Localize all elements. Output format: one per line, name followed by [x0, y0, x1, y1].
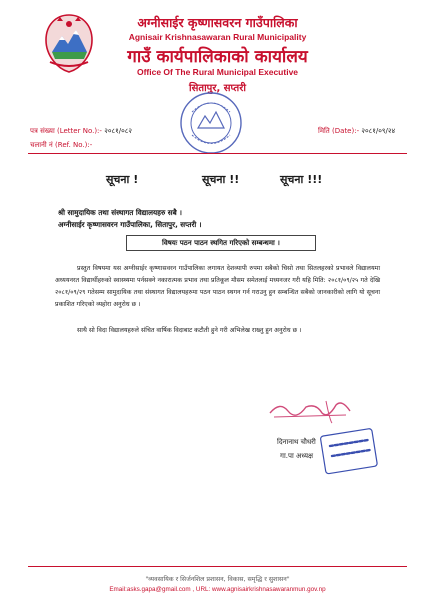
footer-divider — [28, 566, 407, 567]
office-address: सितापुर, सप्तरी — [189, 83, 246, 94]
signatory-title: गा.पा अध्यक्ष — [280, 452, 314, 460]
signatory-name: दिनानाथ चौधरी — [277, 438, 316, 446]
office-name-en: Office Of The Rural Municipal Executive — [136, 67, 299, 77]
office-name-np: गाउँ कार्यपालिकाको कार्यालय — [127, 47, 308, 67]
body-paragraph-1: प्रस्तुत विषयमा यस अग्नीसाईर कृष्णासवरन गाउँपालिका लगायत देशव्यापी रुपमा सबैको चिसो तथा सितलहरको प्रभावले विद्यालयमा अध्ययनरत विद्यार्थीहरुको स्वास्थ्यमा पर्नसक्ने नकारात्मक प्रभाव तथा प्रतिकूल मौसम समेतलाई मध्यनजर गरी यहि मिति: २०८१/०९/२५ गते देखि २०८१/०९/२९ गतेसम्म सामुदायिक तथा संस्थागत विद्यालयहरुमा पठन पाठन स्थगन गर्न गराउनु हुन सम्बन्धित सबैको जानकारीको लागि यो सूचना प्रकाशित गरिएको व्यहोरा अनुरोध छ । — [55, 265, 380, 308]
addressee-line-2: अग्नीसाईर कृष्णासवरन गाउँपालिका, सितापुर, सप्तरी । — [58, 220, 202, 229]
municipality-name-en: Agnisair Krishnasawaran Rural Municipality — [128, 32, 307, 42]
notice-title-3: सूचना !!! — [280, 173, 323, 186]
addressee-line-1: श्री सामुदायिक तथा संस्थागत विद्यालयहरु सबै । — [58, 208, 182, 217]
notice-title-1: सूचना ! — [106, 173, 139, 186]
reference-number — [30, 141, 92, 150]
letter-number-value: २०८१/०८२ — [104, 127, 133, 135]
issue-date — [318, 127, 395, 136]
date-value: २०८१/०९/२४ — [361, 127, 396, 135]
handwritten-signature — [266, 393, 356, 427]
notice-title-2: सूचना !! — [202, 173, 240, 186]
municipality-name-np: अग्नीसाईर कृष्णासवरन गाउँपालिका — [137, 15, 298, 30]
letter-number-label: पत्र संख्या (Letter No.):- — [30, 127, 102, 135]
date-label: मिति (Date):- — [318, 127, 360, 135]
header-divider — [28, 153, 407, 154]
office-seal-stamp — [178, 90, 244, 156]
footer-motto: "व्यवसायिक र सिर्जनशिल प्रशासन, विकास, समृद्धि र सुशासन" — [145, 576, 290, 583]
letter-number — [30, 127, 132, 136]
subject-box: विषयः पठन पाठन स्थगित गरिएको सम्बन्धमा । — [126, 235, 316, 251]
reference-number-label: चलानी नं (Ref. No.):- — [30, 141, 93, 149]
body-paragraph-2: साथै सो विदा विद्यालयहरुले संचित वार्षिक विदाबाट कटौती हुने गरी अभिलेख राख्नु हुन अनुरोध छ । — [77, 327, 302, 334]
signatory-stamp — [320, 426, 380, 478]
footer-contact: Email:asks.gapa@gmail.com , URL: www.agnisairkrishnasawaranmun.gov.np — [109, 586, 326, 593]
